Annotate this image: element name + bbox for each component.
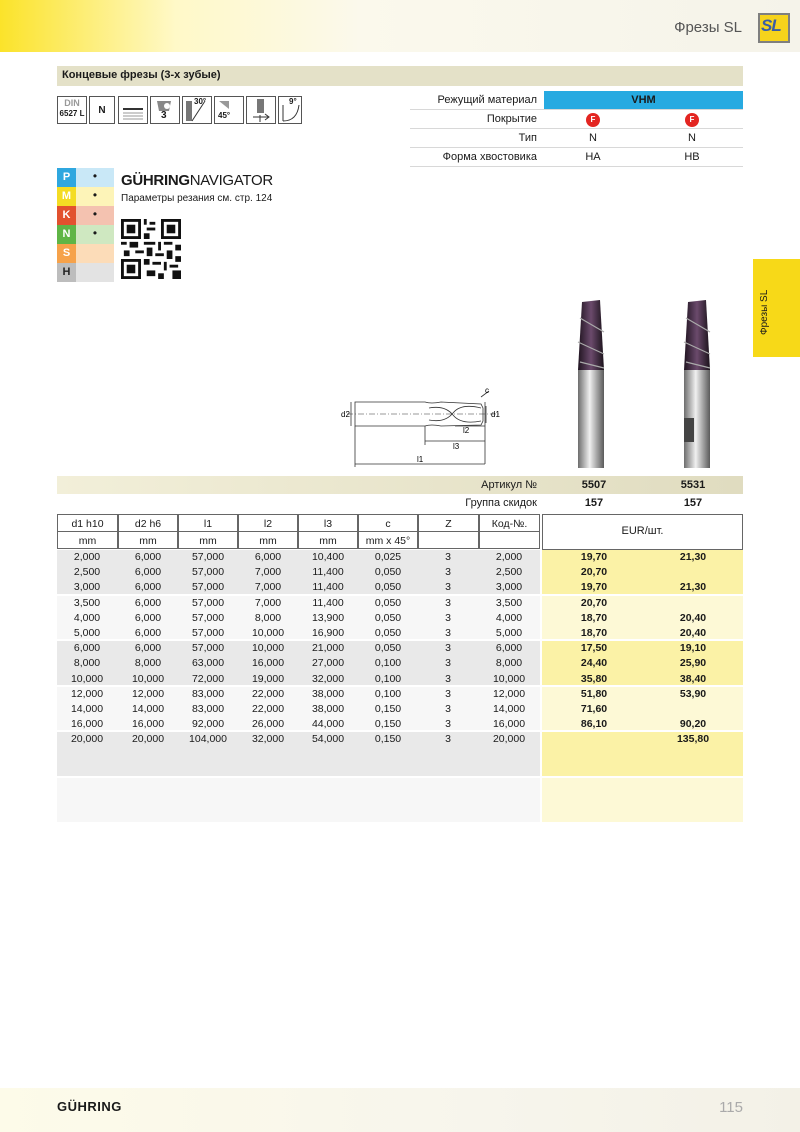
price-cell: 24,40 (580, 657, 608, 670)
material-letter: N (57, 225, 76, 244)
table-cell: 0,100 (374, 672, 402, 685)
table-cell: 0,050 (374, 596, 402, 609)
table-cell: 0,150 (374, 703, 402, 715)
shank-value-1: HA (585, 151, 601, 163)
price-cell: 35,80 (580, 672, 608, 685)
table-cell: 8,000 (73, 657, 101, 670)
column-header: d2 h6 (118, 514, 178, 532)
material-value: VHM (544, 91, 743, 109)
tool-hb-icon (684, 300, 710, 468)
tool-ha-icon (578, 300, 604, 468)
table-cell: 2,500 (495, 566, 523, 579)
table-cell: 3 (445, 733, 451, 746)
table-cell: 10,000 (251, 642, 285, 655)
table-cell: 14,000 (492, 703, 526, 715)
table-cell: 6,000 (134, 581, 162, 594)
table-cell: 3 (445, 642, 451, 655)
table-cell: 54,000 (311, 733, 345, 746)
page-title: Фрезы SL (674, 19, 742, 36)
table-cell: 0,050 (374, 627, 402, 639)
table-cell: 0,050 (374, 581, 402, 594)
table-cell: 72,000 (191, 672, 225, 685)
table-cell: 4,000 (73, 611, 101, 624)
material-group-2 (57, 206, 114, 225)
qr-code-icon (121, 219, 181, 279)
material-suitability-mark: • (76, 187, 114, 206)
table-cell: 12,000 (70, 687, 104, 700)
table-cell: 3 (445, 566, 451, 579)
discount-value-1: 157 (584, 497, 604, 509)
material-suitability-mark: • (76, 168, 114, 187)
price-cell: 21,30 (679, 581, 707, 594)
table-cell: 6,000 (134, 566, 162, 579)
material-group-5 (57, 263, 114, 282)
table-cell: 3 (445, 611, 451, 624)
price-cell: 19,10 (679, 642, 707, 655)
table-cell: 3 (445, 672, 451, 685)
material-suitability-mark (76, 244, 114, 263)
table-cell: 83,000 (191, 703, 225, 715)
table-cell: 3 (445, 581, 451, 594)
table-row (57, 565, 743, 580)
table-cell: 10,000 (492, 672, 526, 685)
table-cell: 10,000 (70, 672, 104, 685)
table-cell: 3 (445, 627, 451, 639)
column-unit: mm (298, 531, 358, 549)
price-cell: 51,80 (580, 687, 608, 700)
table-cell: 32,000 (311, 672, 345, 685)
section-title: Концевые фрезы (3-х зубые) (62, 69, 221, 81)
price-cell: 19,70 (580, 551, 608, 563)
table-row (57, 702, 743, 717)
end-mill-photos (560, 298, 730, 473)
table-row (57, 656, 743, 671)
price-cell: 90,20 (679, 718, 707, 731)
table-cell: 21,000 (311, 642, 345, 655)
row-group-band (57, 778, 540, 822)
table-cell: 11,400 (312, 566, 344, 579)
table-cell: 10,000 (131, 672, 165, 685)
table-cell: 13,900 (311, 611, 345, 624)
table-cell: 0,050 (374, 611, 402, 624)
table-cell: 3 (445, 703, 451, 715)
table-cell: 14,000 (131, 703, 165, 715)
dimension-drawing (333, 381, 513, 471)
price-cell: 19,70 (580, 581, 608, 594)
helix-angle-icon: 30° (182, 96, 212, 124)
table-cell: 11,400 (312, 581, 344, 594)
price-cell: 53,90 (679, 687, 707, 700)
table-cell: 0,100 (374, 657, 402, 670)
label-l1: l1 (417, 455, 424, 464)
table-row (57, 550, 743, 565)
price-cell: 21,30 (679, 551, 707, 563)
price-cell: 20,70 (580, 566, 608, 579)
table-cell: 3 (445, 718, 451, 731)
table-cell: 3 (445, 687, 451, 700)
table-cell: 0,050 (374, 566, 402, 579)
table-row (57, 596, 743, 611)
table-cell: 3,000 (73, 581, 101, 594)
table-cell: 27,000 (311, 657, 345, 670)
column-header: l1 (178, 514, 238, 532)
column-unit: mm (238, 531, 298, 549)
shank-value-2: HB (684, 151, 700, 163)
navigator-brand: GÜHRINGNAVIGATOR (121, 172, 273, 189)
type-label: Тип (518, 132, 537, 144)
type-value-2: N (688, 132, 696, 144)
flutes-icon: 3 (150, 96, 180, 124)
sl-logo: SL (758, 13, 790, 43)
page-number: 115 (719, 1099, 743, 1116)
table-cell: 8,000 (495, 657, 523, 670)
price-group-band (542, 778, 743, 822)
spec-row-shank (410, 148, 743, 167)
table-cell: 20,000 (492, 733, 526, 746)
table-row (57, 717, 743, 732)
table-cell: 7,000 (254, 566, 282, 579)
table-cell: 5,000 (495, 627, 523, 639)
table-cell: 6,000 (134, 642, 162, 655)
table-cell: 22,000 (251, 703, 285, 715)
table-cell: 8,000 (254, 611, 282, 624)
table-cell: 6,000 (134, 627, 162, 639)
surface-finish-icon (118, 96, 148, 124)
label-d2: d2 (341, 410, 350, 419)
table-cell: 57,000 (191, 551, 225, 563)
table-cell: 16,000 (131, 718, 165, 731)
table-cell: 0,150 (374, 733, 402, 746)
table-row (57, 732, 743, 747)
column-header: l2 (238, 514, 298, 532)
table-row (57, 626, 743, 641)
table-cell: 7,000 (254, 581, 282, 594)
material-group-1 (57, 187, 114, 206)
coating-badge-2: F (685, 113, 699, 127)
table-cell: 57,000 (191, 581, 225, 594)
price-cell: 18,70 (580, 627, 608, 639)
table-cell: 3 (445, 551, 451, 563)
table-row (57, 641, 743, 656)
table-cell: 2,000 (495, 551, 523, 563)
price-cell: 38,40 (679, 672, 707, 685)
column-unit: mm (118, 531, 178, 549)
material-letter: H (57, 263, 76, 282)
table-cell: 3 (445, 596, 451, 609)
table-cell: 0,100 (374, 687, 402, 700)
discount-label: Группа скидок (465, 497, 537, 509)
column-header: c (358, 514, 418, 532)
coating-label: Покрытие (486, 113, 537, 125)
table-cell: 14,000 (70, 703, 104, 715)
material-letter: S (57, 244, 76, 263)
cutting-direction-icon (246, 96, 276, 124)
column-unit: mm x 45° (358, 531, 418, 549)
price-cell: 18,70 (580, 611, 608, 624)
table-cell: 7,000 (254, 596, 282, 609)
table-row (57, 672, 743, 687)
section-title-bar (57, 66, 743, 86)
table-cell: 63,000 (191, 657, 225, 670)
tolerance-type-icon: N (89, 96, 115, 124)
table-cell: 38,000 (311, 703, 345, 715)
table-cell: 4,000 (495, 611, 523, 624)
price-cell: 20,70 (580, 596, 608, 609)
column-unit: mm (178, 531, 238, 549)
article-value-2: 5531 (680, 479, 706, 491)
column-header: Код-№. (479, 514, 540, 532)
column-header: Z (418, 514, 479, 532)
material-group-4 (57, 244, 114, 263)
table-cell: 5,000 (73, 627, 101, 639)
table-cell: 20,000 (131, 733, 165, 746)
spec-row-type (410, 129, 743, 148)
table-cell: 57,000 (191, 596, 225, 609)
price-cell: 71,60 (580, 703, 608, 715)
column-unit: mm (57, 531, 118, 549)
table-cell: 57,000 (191, 611, 225, 624)
table-cell: 6,000 (495, 642, 523, 655)
type-value-1: N (589, 132, 597, 144)
coating-badge-1: F (586, 113, 600, 127)
footer-logo: GÜHRING (57, 1099, 122, 1114)
article-row (57, 476, 743, 494)
table-cell: 12,000 (131, 687, 165, 700)
price-cell: 20,40 (679, 627, 707, 639)
table-cell: 6,000 (134, 596, 162, 609)
price-cell: 86,10 (580, 718, 608, 731)
table-cell: 16,900 (311, 627, 345, 639)
material-letter: P (57, 168, 76, 187)
table-cell: 16,000 (70, 718, 104, 731)
price-cell: 25,90 (679, 657, 707, 670)
table-cell: 6,000 (254, 551, 282, 563)
material-suitability-mark (76, 263, 114, 282)
price-header: EUR/шт. (542, 514, 743, 550)
column-unit (479, 531, 540, 549)
price-cell: 135,80 (676, 733, 710, 746)
table-cell: 11,400 (312, 596, 344, 609)
label-c: c (485, 386, 489, 395)
table-row (57, 687, 743, 702)
table-cell: 6,000 (134, 551, 162, 563)
table-cell: 57,000 (191, 642, 225, 655)
table-cell: 83,000 (191, 687, 225, 700)
label-d1: d1 (491, 410, 500, 419)
table-cell: 57,000 (191, 566, 225, 579)
table-cell: 12,000 (492, 687, 526, 700)
article-value-1: 5507 (581, 479, 607, 491)
column-unit (418, 531, 479, 549)
table-cell: 92,000 (191, 718, 225, 731)
label-l3: l3 (453, 442, 460, 451)
table-cell: 44,000 (311, 718, 345, 731)
clearance-angle-icon: 9° (278, 96, 302, 124)
discount-row (57, 494, 743, 512)
table-cell: 32,000 (251, 733, 285, 746)
table-cell: 0,150 (374, 718, 402, 731)
material-suitability-mark: • (76, 225, 114, 244)
table-cell: 3,500 (495, 596, 523, 609)
table-cell: 2,500 (73, 566, 101, 579)
discount-value-2: 157 (683, 497, 703, 509)
table-row (57, 580, 743, 595)
price-cell: 17,50 (580, 642, 608, 655)
table-cell: 38,000 (311, 687, 345, 700)
material-letter: M (57, 187, 76, 206)
price-cell: 20,40 (679, 611, 707, 624)
table-cell: 19,000 (251, 672, 285, 685)
table-cell: 0,025 (374, 551, 402, 563)
table-cell: 26,000 (251, 718, 285, 731)
label-l2: l2 (463, 426, 470, 435)
table-cell: 3,500 (73, 596, 101, 609)
table-cell: 16,000 (492, 718, 526, 731)
chamfer-icon: 45° (214, 96, 244, 124)
article-label: Артикул № (481, 479, 537, 491)
table-cell: 20,000 (70, 733, 104, 746)
table-cell: 10,000 (251, 627, 285, 639)
table-cell: 0,050 (374, 642, 402, 655)
cutting-params-note: Параметры резания см. стр. 124 (121, 193, 273, 204)
column-header: d1 h10 (57, 514, 118, 532)
material-letter: K (57, 206, 76, 225)
table-cell: 104,000 (189, 733, 227, 746)
table-cell: 10,400 (311, 551, 345, 563)
table-cell: 3,000 (495, 581, 523, 594)
table-cell: 2,000 (73, 551, 101, 563)
table-row (57, 611, 743, 626)
table-cell: 57,000 (191, 627, 225, 639)
material-group-0 (57, 168, 114, 187)
table-cell: 22,000 (251, 687, 285, 700)
material-group-3 (57, 225, 114, 244)
column-header: l3 (298, 514, 358, 532)
material-suitability-mark: • (76, 206, 114, 225)
din-standard-icon: DIN 6527 L (57, 96, 87, 124)
table-cell: 16,000 (251, 657, 285, 670)
side-section-tab[interactable]: Фрезы SL (753, 259, 800, 357)
table-cell: 8,000 (134, 657, 162, 670)
shank-label: Форма хвостовика (442, 151, 537, 163)
table-cell: 3 (445, 657, 451, 670)
table-cell: 6,000 (134, 611, 162, 624)
table-cell: 6,000 (73, 642, 101, 655)
material-label: Режущий материал (437, 94, 537, 106)
